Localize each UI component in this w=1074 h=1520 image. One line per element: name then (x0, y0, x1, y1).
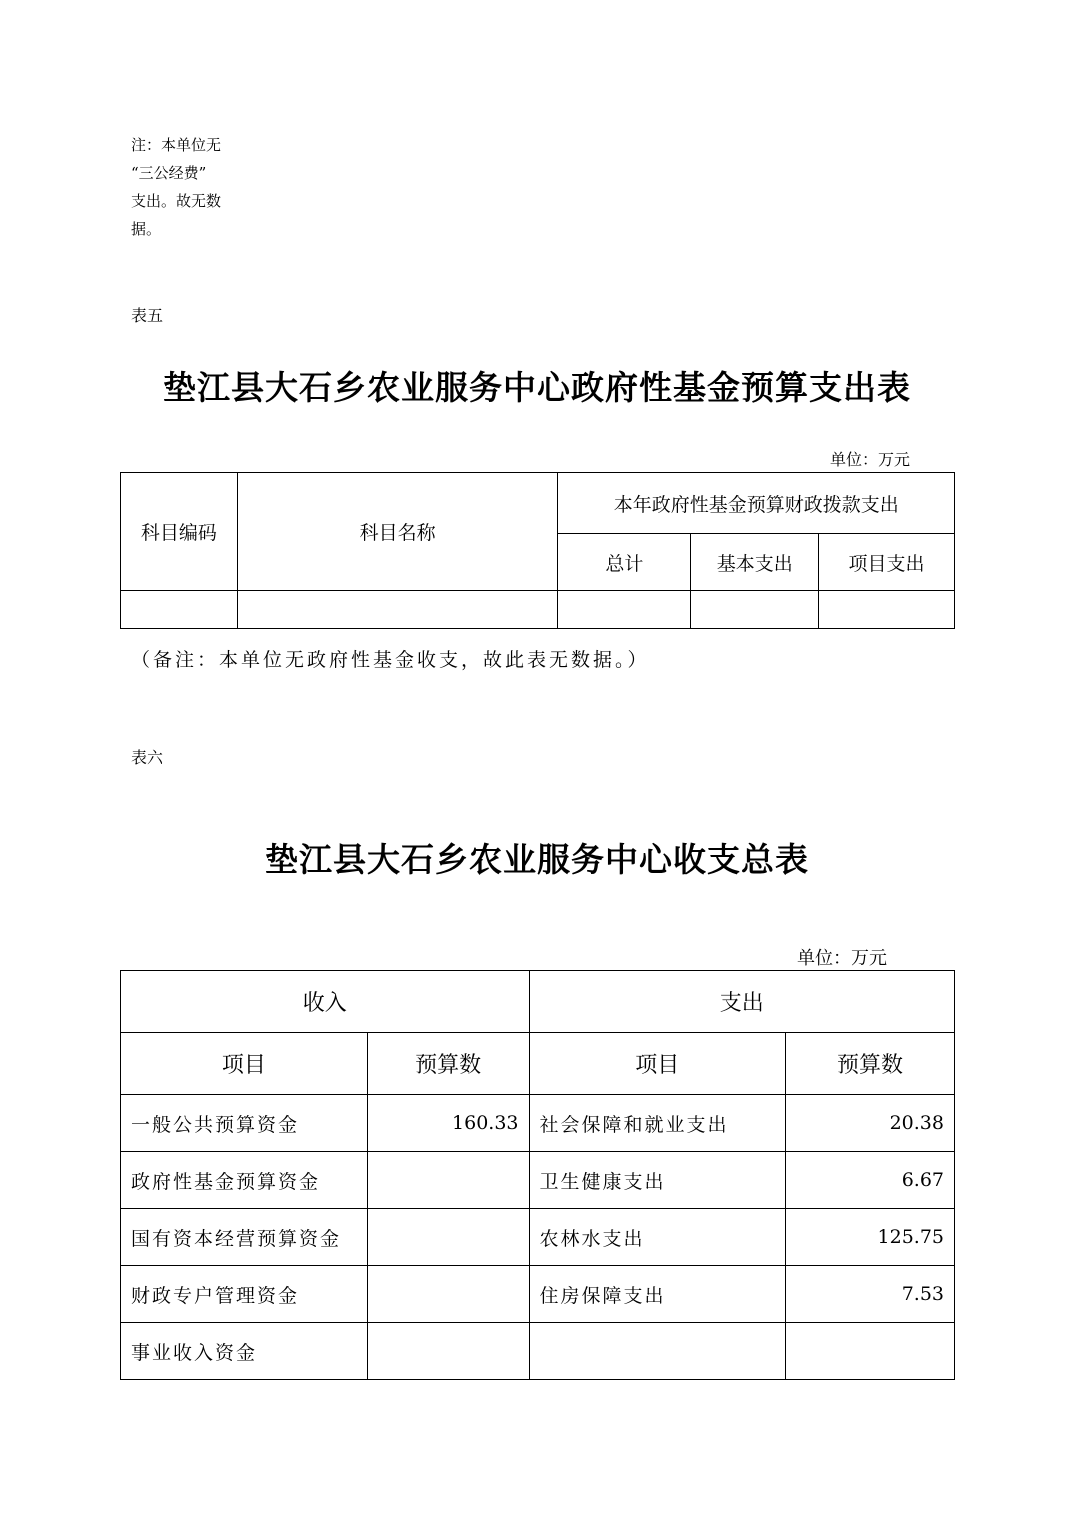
table5-label: 表五 (131, 306, 164, 325)
income-item: 政府性基金预算资金 (121, 1152, 368, 1209)
expense-value (786, 1323, 955, 1380)
table5-header-project: 项目支出 (819, 534, 955, 591)
table-row (121, 1323, 955, 1380)
income-value: 160.33 (367, 1095, 529, 1152)
income-item: 事业收入资金 (121, 1323, 368, 1380)
table5 (120, 472, 955, 629)
expense-item: 农林水支出 (529, 1209, 786, 1266)
table5-empty-row (121, 591, 955, 629)
income-value (367, 1209, 529, 1266)
expense-value: 20.38 (786, 1095, 955, 1152)
table6-title: 垫江县大石乡农业服务中心收支总表 (265, 840, 809, 879)
income-value (367, 1152, 529, 1209)
table5-title: 垫江县大石乡农业服务中心政府性基金预算支出表 (163, 368, 911, 407)
table5-header-total: 总计 (558, 534, 691, 591)
note-line-4: 据。 (131, 220, 162, 238)
table5-header-basic: 基本支出 (691, 534, 819, 591)
table6 (120, 970, 955, 1380)
table6-header-income: 收入 (121, 971, 530, 1033)
income-value (367, 1323, 529, 1380)
expense-value: 6.67 (786, 1152, 955, 1209)
expense-value: 7.53 (786, 1266, 955, 1323)
table6-header-item2: 项目 (529, 1033, 786, 1095)
table5-header-name: 科目名称 (237, 473, 558, 591)
expense-item (529, 1323, 786, 1380)
table6-header-budget: 预算数 (367, 1033, 529, 1095)
table-row (121, 1095, 955, 1152)
note-line-1: 注：本单位无 (131, 136, 222, 154)
table5-header-group: 本年政府性基金预算财政拨款支出 (558, 473, 955, 534)
table-row (121, 1266, 955, 1323)
table5-unit: 单位：万元 (830, 450, 911, 469)
table6-header-budget2: 预算数 (786, 1033, 955, 1095)
expense-value: 125.75 (786, 1209, 955, 1266)
expense-item: 卫生健康支出 (529, 1152, 786, 1209)
table5-cell (121, 591, 238, 629)
table5-cell (237, 591, 558, 629)
income-value (367, 1266, 529, 1323)
table5-cell (819, 591, 955, 629)
note-line-3: 支出。故无数 (131, 192, 222, 210)
income-item: 财政专户管理资金 (121, 1266, 368, 1323)
table6-unit: 单位：万元 (797, 948, 887, 969)
table5-remark: （备注：本单位无政府性基金收支，故此表无数据。） (131, 649, 650, 671)
table5-header-code: 科目编码 (121, 473, 238, 591)
expense-item: 住房保障支出 (529, 1266, 786, 1323)
income-item: 一般公共预算资金 (121, 1095, 368, 1152)
table5-cell (691, 591, 819, 629)
table6-header-expense: 支出 (529, 971, 955, 1033)
expense-item: 社会保障和就业支出 (529, 1095, 786, 1152)
table5-cell (558, 591, 691, 629)
note-line-2: “三公经费” (131, 164, 207, 182)
table6-label: 表六 (131, 748, 164, 767)
table6-header-item: 项目 (121, 1033, 368, 1095)
table-row (121, 1152, 955, 1209)
table-row (121, 1209, 955, 1266)
income-item: 国有资本经营预算资金 (121, 1209, 368, 1266)
